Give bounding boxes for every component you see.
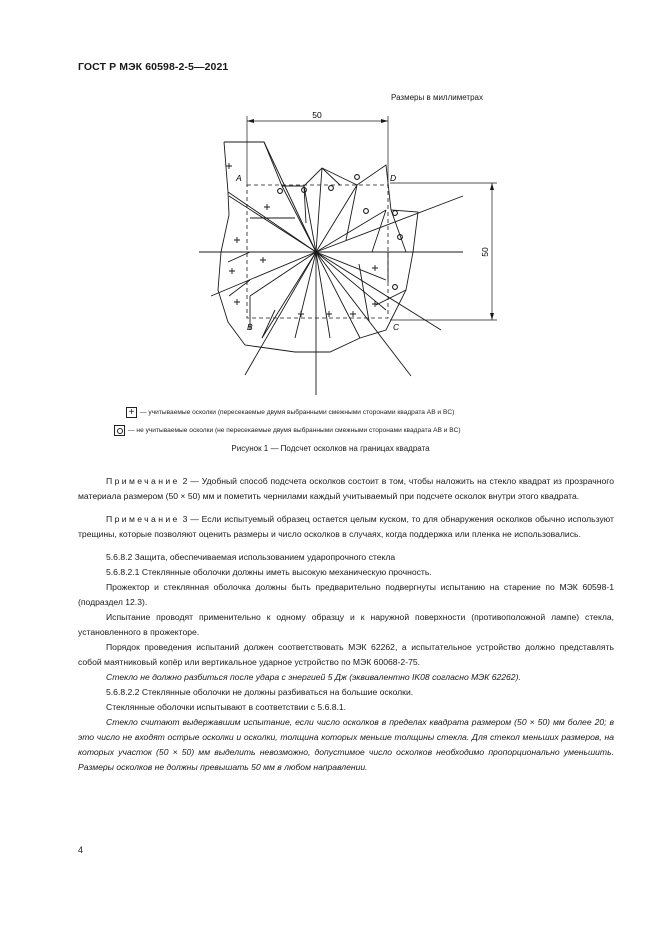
- document-header: ГОСТ Р МЭК 60598-2-5—2021: [78, 61, 229, 73]
- clause-5-6-8-2-1: 5.6.8.2.1 Стеклянные оболочки должны иметь высокую механическую прочность.: [106, 567, 432, 577]
- dimension-top: 50: [312, 110, 322, 120]
- italic-requirement: Стекло не должно разбиться после удара с энергией 5 Дж (эквивалентно IK08 согласно МЭК 62262).: [106, 672, 521, 682]
- corner-label-b: B: [247, 322, 253, 332]
- corner-label-d: D: [390, 173, 397, 183]
- note-3: Примечание 3 — Если испытуемый образец остается целым куском, то для обнаружения осколков обычно используют трещины, которые позволяют оценить размеры и число осколков в случаях, когда поддержка или пленка не использовались.: [78, 514, 614, 539]
- legend-counted: + — учитываемые осколки (пересекаемые двумя выбранными смежными сторонами квадрата AB и BC): [126, 407, 454, 418]
- figure-caption: Рисунок 1 — Подсчет осколков на границах квадрата: [231, 444, 430, 453]
- note-2: Примечание 2 — Удобный способ подсчета осколков состоит в том, чтобы наложить на стекло квадрат из прозрачного материала размером (50 × 50) мм и пометить чернилами каждый учитываемый при подсчете осколок внутри этого квадрата.: [78, 476, 615, 501]
- paragraph: Испытание проводят применительно к одному образцу и к наружной поверхности (противоположной лампе) стекла, установленного в прожекторе.: [78, 612, 614, 637]
- corner-label-a: A: [236, 173, 242, 183]
- circle-marker-icon: [114, 425, 125, 436]
- legend-not-counted: — не учитываемые осколки (не пересекаемые двумя выбранными смежными сторонами квадрата AB и BC): [114, 425, 461, 436]
- plus-marker-icon: +: [126, 407, 137, 418]
- body-text: [78, 474, 614, 775]
- fragment-count-figure: [0, 0, 661, 440]
- paragraph: Порядок проведения испытаний должен соответствовать МЭК 62262, а испытательное устройство должно представлять собой маятниковый копёр или вертикальное ударное устройство по МЭК 60068-2-75.: [78, 642, 614, 667]
- clause-5-6-8-2-2: 5.6.8.2.2 Стеклянные оболочки не должны разбиваться на большие осколки.: [106, 687, 414, 697]
- page-number: 4: [78, 845, 84, 855]
- paragraph: Прожектор и стеклянная оболочка должны быть предварительно подвергнуты испытанию на старение по МЭК 60598-1 (подраздел 12.3).: [78, 582, 614, 607]
- italic-pass-criteria: Стекло считают выдержавшим испытание, если число осколков в пределах квадрата размером (50 × 50) мм более 20; в это число не входят острые осколки и осколки, толщина которых меньше толщины стекла. Для стекол меньших размеров, на которых участок (50 × 50) мм выделить невозможно, допустимое число осколков необходимо пропорционально уменьшить. Размеры осколков не должны превышать 50 мм в любом направлении.: [78, 717, 614, 772]
- paragraph: Стеклянные оболочки испытывают в соответствии с 5.6.8.1.: [106, 702, 347, 712]
- dimension-right: 50: [480, 247, 490, 257]
- section-heading-5-6-8-2: 5.6.8.2 Защита, обеспечиваемая использованием ударопрочного стекла: [106, 552, 396, 562]
- corner-label-c: C: [393, 322, 400, 332]
- units-note: Размеры в миллиметрах: [391, 93, 483, 102]
